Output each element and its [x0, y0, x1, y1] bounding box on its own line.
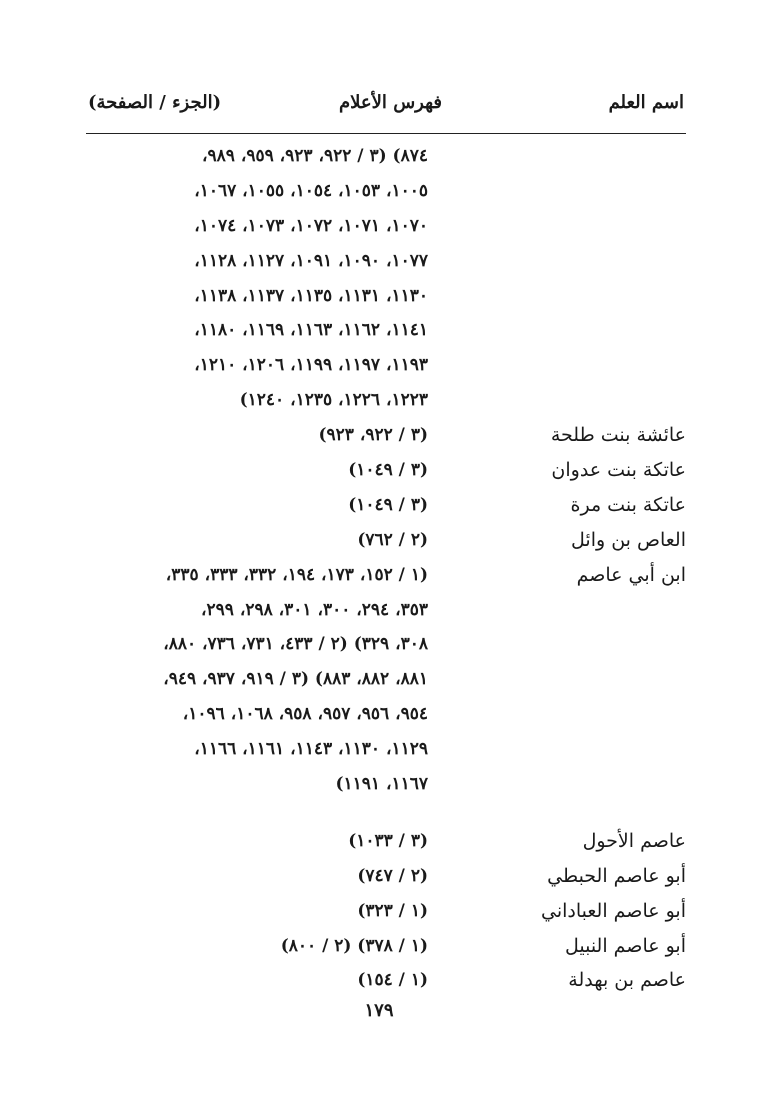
person-name: ابن أبي عاصم: [576, 563, 686, 586]
person-name: عاصم الأحول: [582, 829, 686, 852]
page-references: (١ / ١٥٢، ١٧٣، ١٩٤، ٣٣٢، ٣٣٣، ٣٣٥،: [165, 564, 428, 585]
person-name: أبو عاصم النبيل: [564, 934, 686, 957]
index-row: [86, 769, 686, 804]
page-references: ١١٦٧، ١١٩١): [335, 774, 428, 795]
index-row: [86, 455, 686, 490]
page-references: (٣ / ١٠٤٩): [348, 494, 428, 515]
reference-column-heading: (الجزء / الصفحة): [88, 92, 222, 113]
person-name: العاص بن وائل: [571, 528, 686, 551]
index-row: [86, 664, 686, 699]
index-row: [86, 176, 686, 211]
page-references: ١٠٠٥، ١٠٥٣، ١٠٥٤، ١٠٥٥، ١٠٦٧،: [194, 180, 428, 201]
index-row: [86, 965, 686, 1000]
index-row: [86, 525, 686, 560]
index-row: [86, 211, 686, 246]
index-row: [86, 246, 686, 281]
page-references: ٨٧٤) (٣ / ٩٢٢، ٩٢٣، ٩٥٩، ٩٨٩،: [202, 146, 428, 166]
person-name: أبو عاصم العباداني: [541, 899, 686, 922]
page-references: ١١٣٠، ١١٣١، ١١٣٥، ١١٣٧، ١١٣٨،: [194, 285, 428, 306]
index-row: [86, 315, 686, 350]
page-references: (٣ / ١٠٤٩): [348, 460, 428, 481]
page-title: فهرس الأعلام: [339, 92, 442, 113]
index-row: [86, 490, 686, 525]
person-name: عاتكة بنت عدوان: [551, 459, 686, 482]
index-row: [86, 350, 686, 385]
person-name: عاصم بن بهدلة: [568, 969, 686, 992]
index-row: [86, 560, 686, 595]
index-row: [86, 420, 686, 455]
index-row: [86, 734, 686, 769]
page-references: ١٢٢٣، ١٢٢٦، ١٢٣٥، ١٢٤٠): [239, 390, 428, 411]
name-column-heading: اسم العلم: [608, 92, 684, 113]
page-references: ١١٢٩، ١١٣٠، ١١٤٣، ١١٦١، ١١٦٦،: [194, 739, 428, 760]
person-name: عاتكة بنت مرة: [570, 493, 686, 516]
page-references: (٢ / ٧٦٢): [357, 529, 428, 550]
page-references: (١ / ٣٢٣): [357, 900, 428, 921]
index-row: [86, 931, 686, 966]
index-row: [86, 141, 686, 176]
index-row: [86, 595, 686, 630]
page-references: ٣٥٣، ٢٩٤، ٣٠٠، ٣٠١، ٢٩٨، ٢٩٩،: [201, 599, 428, 620]
page-references: ١١٤١، ١١٦٢، ١١٦٣، ١١٦٩، ١١٨٠،: [194, 320, 428, 341]
page-references: ٩٥٤، ٩٥٦، ٩٥٧، ٩٥٨، ١٠٦٨، ١٠٩٦،: [182, 704, 428, 725]
header-rule: [86, 133, 686, 134]
entry-gap: [86, 804, 686, 826]
index-row: [86, 896, 686, 931]
index-row: [86, 629, 686, 664]
page-references: (٣ / ١٠٣٣): [348, 830, 428, 851]
index-entries: [86, 141, 686, 1000]
page-references: ١١٩٣، ١١٩٧، ١١٩٩، ١٢٠٦، ١٢١٠،: [194, 355, 428, 376]
page-header: [88, 92, 684, 126]
page-references: (٣ / ٩٢٢، ٩٢٣): [318, 425, 428, 446]
page-references: ٨٨١، ٨٨٢، ٨٨٣) (٣ / ٩١٩، ٩٣٧، ٩٤٩،: [163, 669, 428, 690]
person-name: عائشة بنت طلحة: [550, 424, 686, 447]
index-row: [86, 699, 686, 734]
page-references: (١ / ١٥٤): [357, 970, 428, 991]
person-name: أبو عاصم الحبطي: [547, 864, 686, 887]
page-references: ١٠٧٧، ١٠٩٠، ١٠٩١، ١١٢٧، ١١٢٨،: [194, 250, 428, 271]
page-number: ١٧٩: [364, 1000, 394, 1021]
index-row: [86, 281, 686, 316]
index-row: [86, 385, 686, 420]
page-references: (١ / ٣٧٨) (٢ / ٨٠٠): [280, 935, 428, 956]
index-row: [86, 826, 686, 861]
page-references: ١٠٧٠، ١٠٧١، ١٠٧٢، ١٠٧٣، ١٠٧٤،: [194, 215, 428, 236]
index-row: [86, 861, 686, 896]
page-references: ٣٠٨، ٣٢٩) (٢ / ٤٣٣، ٧٣١، ٧٣٦، ٨٨٠،: [163, 634, 428, 655]
page-references: (٢ / ٧٤٧): [357, 865, 428, 886]
